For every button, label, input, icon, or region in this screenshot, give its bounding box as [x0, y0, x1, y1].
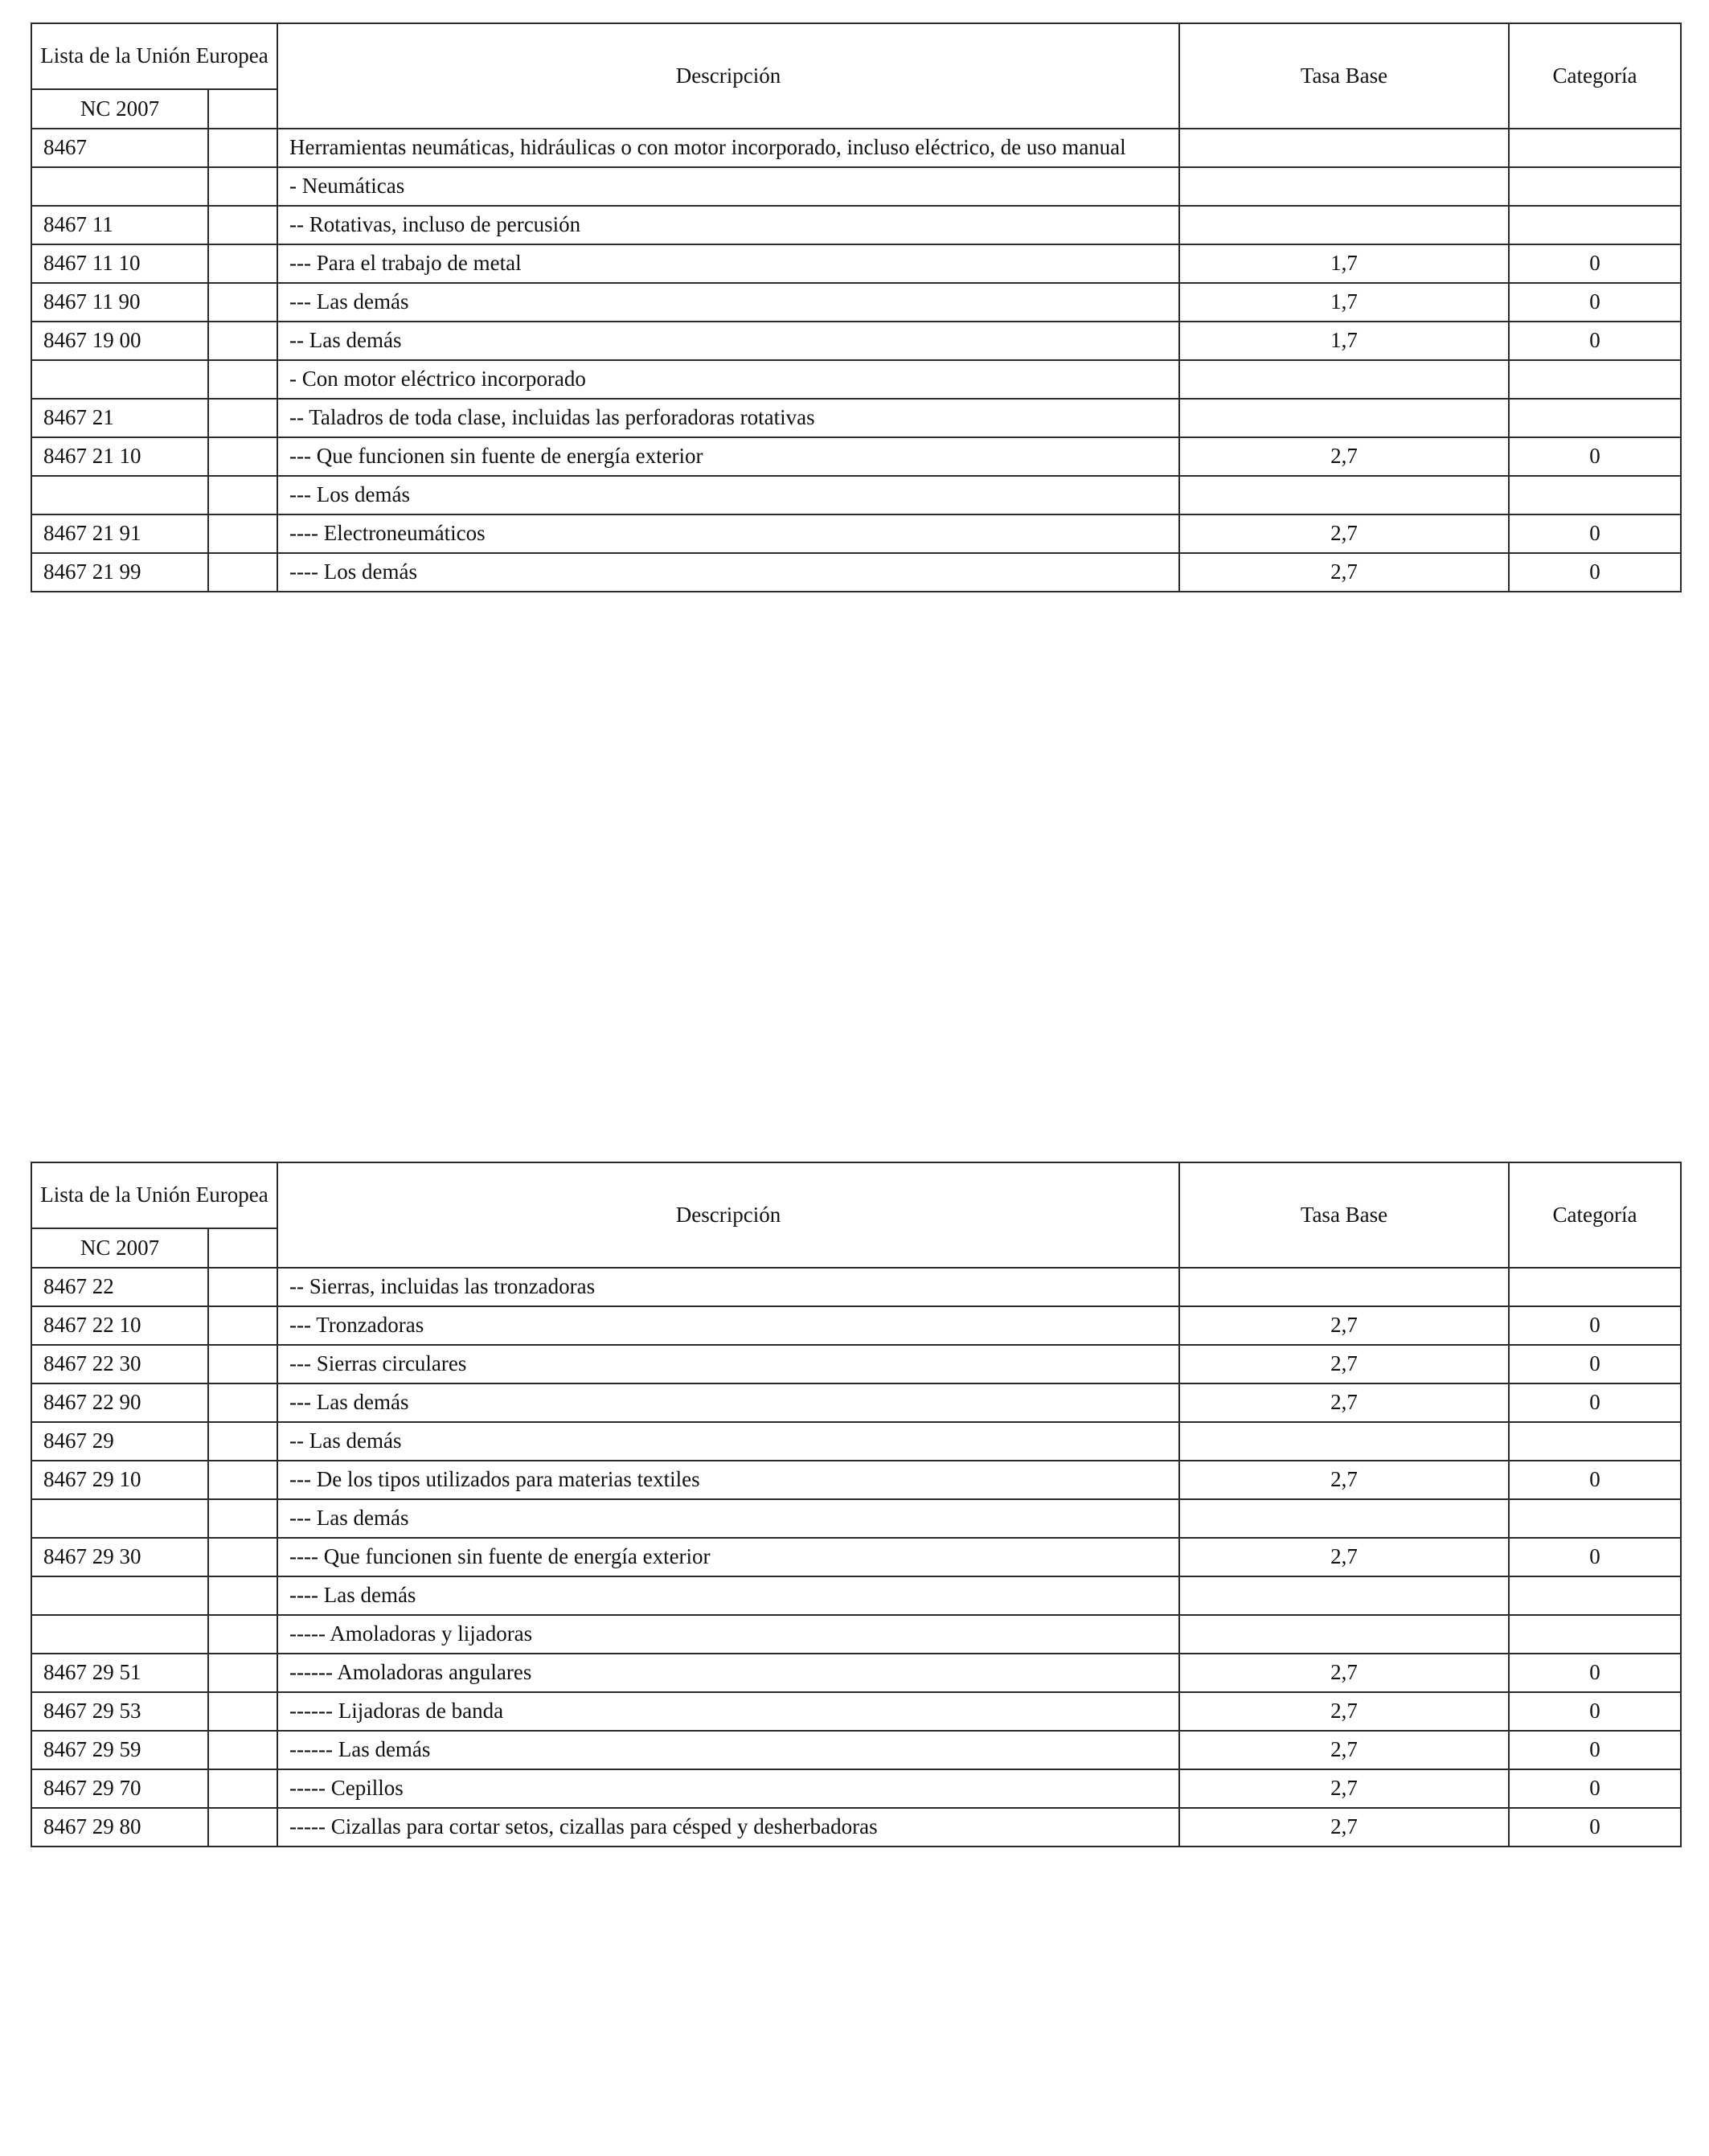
header-empty-cell	[208, 1228, 277, 1268]
nc-code-cell: 8467 29 51	[31, 1654, 208, 1692]
sub-code-cell	[208, 1422, 277, 1461]
nc-code-cell: 8467 21 10	[31, 437, 208, 476]
header-base-rate: Tasa Base	[1179, 1162, 1509, 1268]
category-cell: 0	[1509, 244, 1681, 283]
sub-code-cell	[208, 167, 277, 206]
description-cell: --- Para el trabajo de metal	[277, 244, 1179, 283]
description-cell: - Neumáticas	[277, 167, 1179, 206]
sub-code-cell	[208, 437, 277, 476]
sub-code-cell	[208, 1615, 277, 1654]
nc-code-cell: 8467 22 10	[31, 1306, 208, 1345]
category-cell	[1509, 1422, 1681, 1461]
description-cell: -- Las demás	[277, 1422, 1179, 1461]
description-cell: --- Las demás	[277, 1499, 1179, 1538]
nc-code-cell: 8467 29	[31, 1422, 208, 1461]
base-rate-cell: 2,7	[1179, 1461, 1509, 1499]
description-cell: --- Las demás	[277, 283, 1179, 322]
base-rate-cell: 2,7	[1179, 553, 1509, 592]
base-rate-cell	[1179, 129, 1509, 167]
category-cell: 0	[1509, 437, 1681, 476]
description-cell: ------ Amoladoras angulares	[277, 1654, 1179, 1692]
table-row	[31, 1808, 1681, 1847]
header-category: Categoría	[1509, 1162, 1681, 1268]
category-cell	[1509, 1268, 1681, 1306]
header-description: Descripción	[277, 23, 1179, 129]
nc-code-cell	[31, 1576, 208, 1615]
nc-code-cell	[31, 1499, 208, 1538]
category-cell	[1509, 167, 1681, 206]
base-rate-cell: 2,7	[1179, 1692, 1509, 1731]
nc-code-cell: 8467 29 10	[31, 1461, 208, 1499]
nc-code-cell: 8467 29 70	[31, 1769, 208, 1808]
sub-code-cell	[208, 1499, 277, 1538]
table-row	[31, 360, 1681, 399]
table-row	[31, 553, 1681, 592]
sub-code-cell	[208, 1538, 277, 1576]
header-row	[31, 23, 1681, 89]
table-row	[31, 1383, 1681, 1422]
category-cell: 0	[1509, 1692, 1681, 1731]
table-row	[31, 206, 1681, 244]
nc-code-cell: 8467 22 90	[31, 1383, 208, 1422]
table-row	[31, 514, 1681, 553]
description-cell: ------ Lijadoras de banda	[277, 1692, 1179, 1731]
nc-code-cell: 8467 29 59	[31, 1731, 208, 1769]
table-row	[31, 129, 1681, 167]
tariff-table-body	[31, 23, 1681, 592]
table-row	[31, 399, 1681, 437]
sub-code-cell	[208, 1654, 277, 1692]
description-cell: --- Que funcionen sin fuente de energía exterior	[277, 437, 1179, 476]
base-rate-cell	[1179, 1576, 1509, 1615]
table-row	[31, 1345, 1681, 1383]
base-rate-cell	[1179, 360, 1509, 399]
description-cell: -- Sierras, incluidas las tronzadoras	[277, 1268, 1179, 1306]
base-rate-cell	[1179, 476, 1509, 514]
nc-code-cell: 8467 29 53	[31, 1692, 208, 1731]
category-cell	[1509, 360, 1681, 399]
nc-code-cell	[31, 476, 208, 514]
category-cell	[1509, 476, 1681, 514]
nc-code-cell	[31, 167, 208, 206]
base-rate-cell: 2,7	[1179, 514, 1509, 553]
table-row	[31, 244, 1681, 283]
table-row	[31, 1306, 1681, 1345]
description-cell: ---- Las demás	[277, 1576, 1179, 1615]
base-rate-cell: 2,7	[1179, 1538, 1509, 1576]
sub-code-cell	[208, 283, 277, 322]
category-cell: 0	[1509, 553, 1681, 592]
description-cell: ---- Los demás	[277, 553, 1179, 592]
nc-code-cell: 8467 29 30	[31, 1538, 208, 1576]
category-cell: 0	[1509, 1731, 1681, 1769]
nc-code-cell: 8467 21 99	[31, 553, 208, 592]
description-cell: --- Sierras circulares	[277, 1345, 1179, 1383]
sub-code-cell	[208, 322, 277, 360]
sub-code-cell	[208, 1769, 277, 1808]
sub-code-cell	[208, 129, 277, 167]
description-cell: -- Rotativas, incluso de percusión	[277, 206, 1179, 244]
tariff-table-2	[31, 1162, 1682, 1847]
base-rate-cell: 2,7	[1179, 437, 1509, 476]
description-cell: --- Las demás	[277, 1383, 1179, 1422]
sub-code-cell	[208, 206, 277, 244]
base-rate-cell: 2,7	[1179, 1769, 1509, 1808]
sub-code-cell	[208, 1461, 277, 1499]
base-rate-cell	[1179, 399, 1509, 437]
description-cell: ---- Que funcionen sin fuente de energía exterior	[277, 1538, 1179, 1576]
table-row	[31, 1576, 1681, 1615]
base-rate-cell	[1179, 206, 1509, 244]
base-rate-cell: 1,7	[1179, 283, 1509, 322]
header-category: Categoría	[1509, 23, 1681, 129]
sub-code-cell	[208, 1383, 277, 1422]
description-cell: -- Las demás	[277, 322, 1179, 360]
header-nc-cell: NC 2007	[31, 89, 208, 129]
category-cell: 0	[1509, 514, 1681, 553]
sub-code-cell	[208, 1576, 277, 1615]
header-nc-cell: NC 2007	[31, 1228, 208, 1268]
table-row	[31, 437, 1681, 476]
nc-code-cell: 8467 11 10	[31, 244, 208, 283]
description-cell: --- De los tipos utilizados para materias textiles	[277, 1461, 1179, 1499]
header-description: Descripción	[277, 1162, 1179, 1268]
sub-code-cell	[208, 1692, 277, 1731]
base-rate-cell: 2,7	[1179, 1654, 1509, 1692]
category-cell: 0	[1509, 1461, 1681, 1499]
sub-code-cell	[208, 514, 277, 553]
nc-code-cell: 8467 29 80	[31, 1808, 208, 1847]
description-cell: ----- Amoladoras y lijadoras	[277, 1615, 1179, 1654]
category-cell: 0	[1509, 322, 1681, 360]
base-rate-cell	[1179, 1422, 1509, 1461]
sub-code-cell	[208, 1268, 277, 1306]
table-row	[31, 167, 1681, 206]
sub-code-cell	[208, 244, 277, 283]
sub-code-cell	[208, 399, 277, 437]
category-cell	[1509, 1615, 1681, 1654]
table-row	[31, 1499, 1681, 1538]
description-cell: -- Taladros de toda clase, incluidas las perforadoras rotativas	[277, 399, 1179, 437]
description-cell: ------ Las demás	[277, 1731, 1179, 1769]
table-row	[31, 322, 1681, 360]
description-cell: ----- Cepillos	[277, 1769, 1179, 1808]
nc-code-cell	[31, 1615, 208, 1654]
category-cell	[1509, 206, 1681, 244]
table-row	[31, 1692, 1681, 1731]
table-row	[31, 476, 1681, 514]
sub-code-cell	[208, 1808, 277, 1847]
base-rate-cell: 2,7	[1179, 1731, 1509, 1769]
category-cell	[1509, 129, 1681, 167]
header-list-cell: Lista de la Unión Europea	[31, 23, 277, 89]
sub-code-cell	[208, 1345, 277, 1383]
base-rate-cell	[1179, 167, 1509, 206]
base-rate-cell: 1,7	[1179, 244, 1509, 283]
category-cell: 0	[1509, 1654, 1681, 1692]
table-row	[31, 1769, 1681, 1808]
nc-code-cell: 8467 19 00	[31, 322, 208, 360]
nc-code-cell: 8467 21 91	[31, 514, 208, 553]
category-cell: 0	[1509, 283, 1681, 322]
category-cell: 0	[1509, 1306, 1681, 1345]
header-list-cell: Lista de la Unión Europea	[31, 1162, 277, 1228]
category-cell: 0	[1509, 1808, 1681, 1847]
base-rate-cell: 1,7	[1179, 322, 1509, 360]
category-cell: 0	[1509, 1383, 1681, 1422]
nc-code-cell: 8467 11	[31, 206, 208, 244]
sub-code-cell	[208, 476, 277, 514]
description-cell: ----- Cizallas para cortar setos, cizallas para césped y desherbadoras	[277, 1808, 1179, 1847]
base-rate-cell	[1179, 1499, 1509, 1538]
base-rate-cell: 2,7	[1179, 1345, 1509, 1383]
description-cell: --- Tronzadoras	[277, 1306, 1179, 1345]
nc-code-cell: 8467	[31, 129, 208, 167]
nc-code-cell: 8467 21	[31, 399, 208, 437]
category-cell	[1509, 1576, 1681, 1615]
sub-code-cell	[208, 1731, 277, 1769]
description-cell: ---- Electroneumáticos	[277, 514, 1179, 553]
category-cell: 0	[1509, 1769, 1681, 1808]
header-base-rate: Tasa Base	[1179, 23, 1509, 129]
nc-code-cell	[31, 360, 208, 399]
table-row	[31, 283, 1681, 322]
description-cell: - Con motor eléctrico incorporado	[277, 360, 1179, 399]
table-row	[31, 1461, 1681, 1499]
nc-code-cell: 8467 22	[31, 1268, 208, 1306]
table-row	[31, 1422, 1681, 1461]
sub-code-cell	[208, 360, 277, 399]
sub-code-cell	[208, 1306, 277, 1345]
category-cell	[1509, 1499, 1681, 1538]
table-row	[31, 1538, 1681, 1576]
base-rate-cell	[1179, 1268, 1509, 1306]
sub-code-cell	[208, 553, 277, 592]
table-row	[31, 1654, 1681, 1692]
category-cell	[1509, 399, 1681, 437]
category-cell: 0	[1509, 1345, 1681, 1383]
category-cell: 0	[1509, 1538, 1681, 1576]
nc-code-cell: 8467 11 90	[31, 283, 208, 322]
base-rate-cell: 2,7	[1179, 1808, 1509, 1847]
tariff-table-body	[31, 1162, 1681, 1847]
header-empty-cell	[208, 89, 277, 129]
tariff-table-1	[31, 23, 1682, 592]
base-rate-cell: 2,7	[1179, 1383, 1509, 1422]
description-cell: Herramientas neumáticas, hidráulicas o con motor incorporado, incluso eléctrico, de uso manual	[277, 129, 1179, 167]
description-cell: --- Los demás	[277, 476, 1179, 514]
nc-code-cell: 8467 22 30	[31, 1345, 208, 1383]
base-rate-cell: 2,7	[1179, 1306, 1509, 1345]
table-row	[31, 1731, 1681, 1769]
header-row	[31, 1162, 1681, 1228]
table-row	[31, 1615, 1681, 1654]
base-rate-cell	[1179, 1615, 1509, 1654]
table-row	[31, 1268, 1681, 1306]
